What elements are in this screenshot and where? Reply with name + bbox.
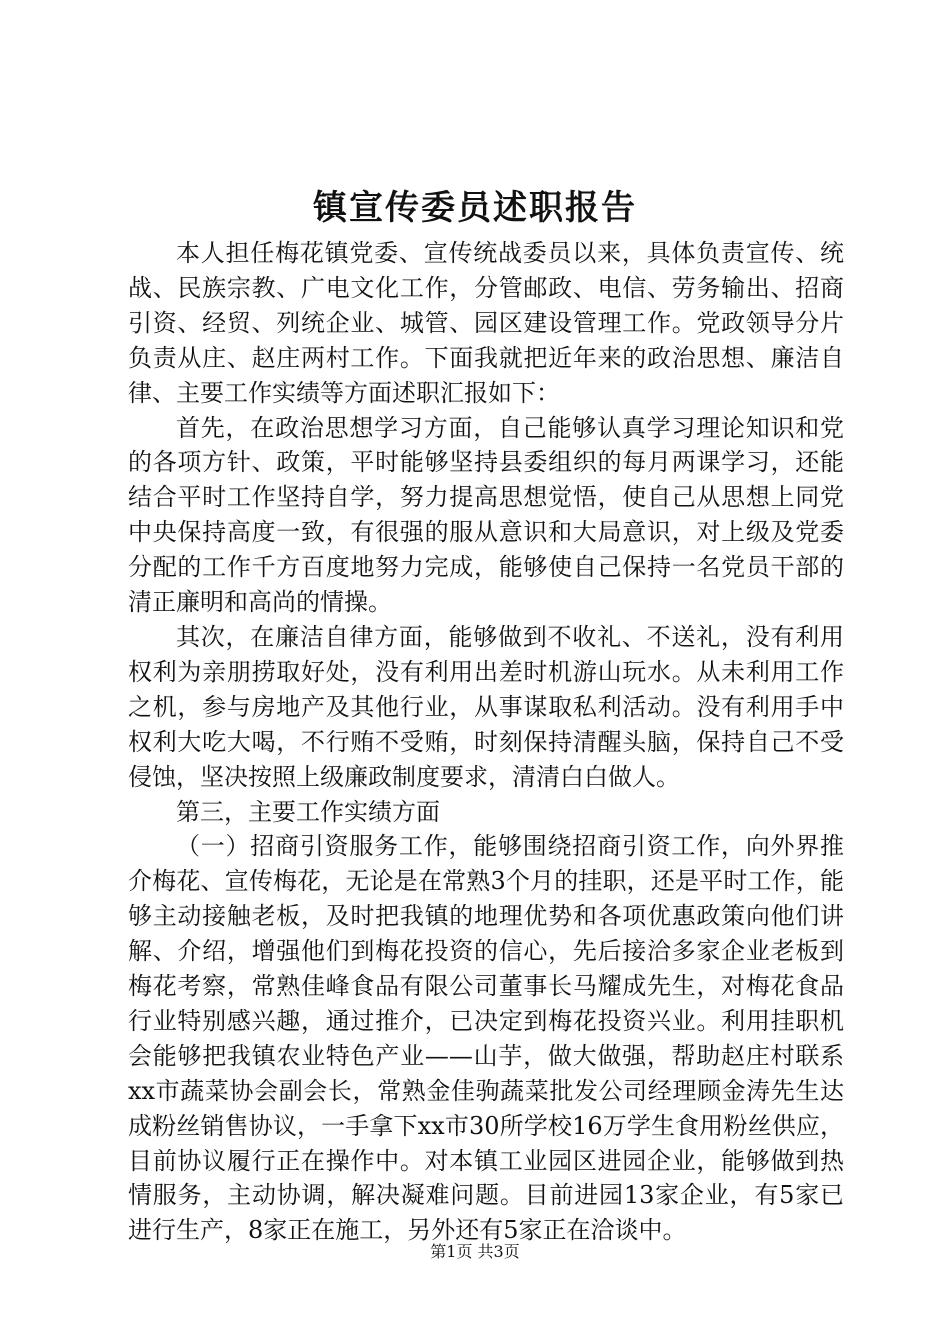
document-title: 镇宣传委员述职报告 bbox=[313, 188, 637, 228]
page-footer: 第1页 共3页 bbox=[430, 1242, 520, 1261]
paragraph-intro: 本人担任梅花镇党委、宣传统战委员以来，具体负责宣传、统战、民族宗教、广电文化工作，分管邮政、电信、劳务输出、招商引资、经贸、列统企业、城管、园区建设管理工作。党政领导分片负责从庄、赵庄两村工作。下面我就把近年来的政治思想、廉洁自律、主要工作实绩等方面述职汇报如下： bbox=[128, 239, 844, 407]
document-body bbox=[128, 236, 844, 1248]
paragraph-section-heading: 第三，主要工作实绩方面 bbox=[176, 797, 440, 826]
paragraph-investment-work: （一）招商引资服务工作，能够围绕招商引资工作，向外界推介梅花、宣传梅花，无论是在常熟3个月的挂职，还是平时工作，能够主动接触老板，及时把我镇的地理优势和各项优惠政策向他们讲解、介绍，增强他们到梅花投资的信心，先后接洽多家企业老板到梅花考察，常熟佳峰食品有限公司董事长马耀成先生，对梅花食品行业特别感兴趣，通过推介，已决定到梅花投资兴业。利用挂职机会能够把我镇农业特色产业——山芋，做大做强，帮助赵庄村联系xx市蔬菜协会副会长，常熟金佳驹蔬菜批发公司经理顾金涛先生达成粉丝销售协议，一手拿下xx市30所学校16万学生食用粉丝供应，目前协议履行正在操作中。对本镇工业园区进园企业，能够做到热情服务，主动协调，解决凝难问题。目前进园13家企业，有5家已进行生产，8家正在施工，另外还有5家正在洽谈中。 bbox=[128, 832, 844, 1245]
paragraph-political-study: 首先，在政治思想学习方面，自己能够认真学习理论知识和党的各项方针、政策，平时能够坚持县委组织的每月两课学习，还能结合平时工作坚持自学，努力提高思想觉悟，使自己从思想上同党中央保持高度一致，有很强的服从意识和大局意识，对上级及党委分配的工作千方百度地努力完成，能够使自己保持一名党员干部的清正廉明和高尚的情操。 bbox=[128, 413, 844, 617]
paragraph-integrity: 其次，在廉洁自律方面，能够做到不收礼、不送礼，没有利用权利为亲朋捞取好处，没有利用出差时机游山玩水。从未利用工作之机，参与房地产及其他行业，从事谋取私利活动。没有利用手中权利大吃大喝，不行贿不受贿，时刻保持清醒头脑，保持自己不受侵蚀，坚决按照上级廉政制度要求，清清白白做人。 bbox=[128, 622, 844, 791]
